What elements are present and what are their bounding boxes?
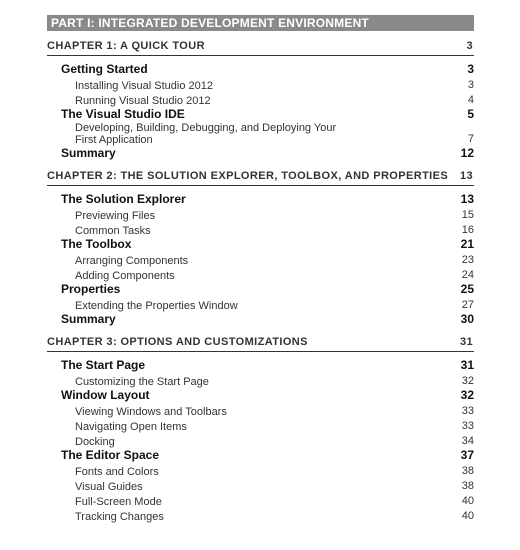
entry-title: Arranging Components [75, 255, 189, 267]
chapter-title: CHAPTER 1: A QUICK TOUR [47, 40, 205, 52]
entry-page-number: 3 [467, 62, 474, 76]
toc-subsection-entry [47, 267, 474, 282]
toc-subsection-entry [47, 493, 474, 508]
entry-title: Getting Started [61, 62, 148, 76]
toc-section-entry [47, 192, 474, 207]
part-heading: PART I: INTEGRATED DEVELOPMENT ENVIRONMENT [47, 15, 474, 31]
toc-section-entry [47, 237, 474, 252]
entry-title: Previewing Files [75, 210, 156, 222]
entry-page-number: 24 [461, 269, 474, 281]
toc-section-entry [47, 146, 474, 161]
entry-page-number: 33 [461, 405, 474, 417]
entry-page-number: 32 [461, 375, 474, 387]
toc-subsection-entry [47, 433, 474, 448]
entry-title: Extending the Properties Window [75, 300, 238, 312]
entry-page-number: 37 [460, 448, 474, 462]
entry-page-number: 12 [460, 146, 474, 160]
entry-title: Customizing the Start Page [75, 376, 209, 388]
entry-page-number: 25 [460, 282, 474, 296]
entry-title: Summary [61, 312, 116, 326]
entry-page-number: 38 [461, 480, 474, 492]
table-of-contents [47, 15, 474, 523]
entry-page-number: 32 [460, 388, 474, 402]
toc-subsection-entry [47, 463, 474, 478]
entry-title: Fonts and Colors [75, 466, 159, 478]
entry-title: Visual Guides [75, 481, 143, 493]
entry-title: Common Tasks [75, 225, 151, 237]
entry-page-number: 27 [461, 299, 474, 311]
toc-section-entry [47, 448, 474, 463]
toc-subsection-entry [47, 222, 474, 237]
entry-title: Tracking Changes [75, 511, 164, 523]
toc-subsection-entry [47, 122, 474, 146]
chapter-page-number: 13 [459, 170, 473, 182]
entry-title: Full-Screen Mode [75, 496, 162, 508]
toc-section-entry [47, 312, 474, 327]
entry-page-number: 5 [467, 107, 474, 121]
entry-title: The Start Page [61, 358, 146, 372]
chapter-page-number: 3 [466, 40, 473, 52]
toc-subsection-entry [47, 77, 474, 92]
toc-subsection-entry [47, 252, 474, 267]
entry-title: Navigating Open Items [75, 421, 187, 433]
toc-section-entry [47, 388, 474, 403]
entry-title: Installing Visual Studio 2012 [75, 80, 214, 92]
toc-section-entry [47, 358, 474, 373]
chapter-heading [47, 170, 474, 186]
toc-subsection-entry [47, 207, 474, 222]
entry-page-number: 40 [461, 495, 474, 507]
toc-body [47, 40, 474, 523]
entry-title: The Visual Studio IDE [61, 107, 185, 121]
toc-subsection-entry [47, 403, 474, 418]
entry-page-number: 33 [461, 420, 474, 432]
entry-page-number: 34 [461, 435, 474, 447]
entry-title: Summary [61, 146, 116, 160]
entry-title: Running Visual Studio 2012 [75, 95, 211, 107]
entry-page-number: 3 [467, 79, 474, 91]
chapter-page-number: 31 [459, 336, 473, 348]
entry-title: Viewing Windows and Toolbars [75, 406, 227, 418]
chapter-spacer [47, 161, 474, 170]
entry-title: The Editor Space [61, 448, 160, 462]
toc-subsection-entry [47, 297, 474, 312]
entry-title: The Toolbox [61, 237, 132, 251]
chapter-heading [47, 336, 474, 352]
entry-page-number: 38 [461, 465, 474, 477]
toc-section-entry [47, 62, 474, 77]
entry-title: Adding Components [75, 270, 175, 282]
toc-subsection-entry [47, 508, 474, 523]
chapter-spacer [47, 327, 474, 336]
chapter-title: CHAPTER 3: OPTIONS AND CUSTOMIZATIONS [47, 336, 308, 348]
toc-subsection-entry [47, 478, 474, 493]
entry-page-number: 31 [460, 358, 474, 372]
entry-title: Docking [75, 436, 115, 448]
entry-title: Properties [61, 282, 121, 296]
entry-title: Window Layout [61, 388, 150, 402]
toc-section-entry [47, 282, 474, 297]
entry-page-number: 4 [467, 94, 474, 106]
toc-section-entry [47, 107, 474, 122]
entry-page-number: 7 [467, 133, 474, 145]
entry-page-number: 30 [460, 312, 474, 326]
entry-page-number: 40 [461, 510, 474, 522]
entry-page-number: 13 [460, 192, 474, 206]
entry-title: Developing, Building, Debugging, and Deploying Your First Application [75, 122, 337, 146]
toc-subsection-entry [47, 92, 474, 107]
entry-title: The Solution Explorer [61, 192, 186, 206]
chapter-title: CHAPTER 2: THE SOLUTION EXPLORER, TOOLBOX, AND PROPERTIES [47, 170, 449, 182]
entry-page-number: 23 [461, 254, 474, 266]
entry-page-number: 16 [461, 224, 474, 236]
entry-page-number: 15 [461, 209, 474, 221]
toc-subsection-entry [47, 373, 474, 388]
toc-subsection-entry [47, 418, 474, 433]
chapter-heading [47, 40, 474, 56]
entry-page-number: 21 [460, 237, 474, 251]
